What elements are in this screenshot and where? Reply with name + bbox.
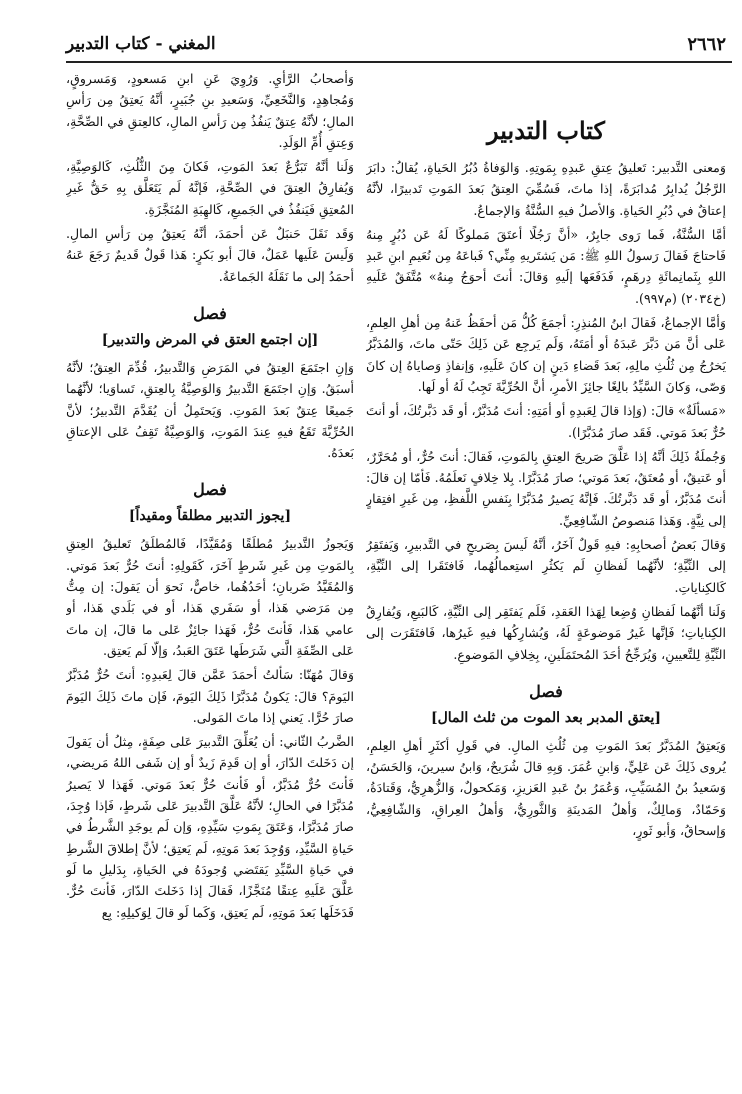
paragraph: وَمعنى التَّدبير: تَعليقُ عِتقِ عَبدِهِ بِمَوتِهِ. وَالوَفاةُ دُبُرُ الحَياةِ، يُقالُ: دابَرَ الرَّجُلُ يُدابِرُ مُدابَرَةً، إذا ماتَ، فَسُمِّيَ العِتقُ بَعدَ المَوتِ تَدبيرًا، لأنَّهُ إعتاقٌ في دُبُرِ الحَياةِ. وَالأصلُ فيهِ السُّنَّةُ وَالإجماعُ.: [366, 160, 726, 218]
right-column: [366, 68, 726, 1094]
paragraph: وَقَد نَقَلَ حَنبَلٌ عَن أحمَدَ، أنَّهُ يَعتِقُ مِن رَأسِ المالِ. وَلَيسَ عَلَيها عَمَلٌ، قالَ أبو بَكرٍ: هَذا قَولٌ قَديمٌ رَجَعَ عَنهُ أحمَدُ إلى ما نَقَلَهُ الجَماعَةُ.: [66, 226, 354, 284]
paragraph: وَيَجوزُ التَّدبيرُ مُطلَقًا وَمُقَيَّدًا، فَالمُطلَقُ تَعليقُ العِتقِ بِالمَوتِ مِن غَيرِ شَرطٍ آخَرَ، كَقَولِهِ: أنتَ حُرٌّ بَعدَ مَوتي. وَالمُقَيَّدُ ضَربانِ؛ أحَدُهُما، خاصٌّ، نَحوَ أن يَقولَ: إن مِتُّ مِن مَرَضي هَذا، أو سَفَري هَذا، أو في بَلَدي هَذا، أو عامي هَذا، فَأنتَ حُرٌّ، فَهَذا جائِزٌ عَلى ما قالَ، إن ماتَ عَلى الصِّفَةِ الَّتي شَرَطَها عَتَقَ العَبدُ، وَإلّا لَم يَعتِق.: [66, 536, 354, 658]
paragraph: وَلَنا أنَّهُ تَبَرُّعٌ بَعدَ المَوتِ، فَكانَ مِنَ الثُّلُثِ، كَالوَصِيَّةِ، وَيُفارِقُ العِتقَ في الصِّحَّةِ، فَإنَّهُ لَم يَتَعَلَّق بِهِ حَقُّ غَيرِ المُعتِقِ فَيَنفُذُ في الجَميعِ، كَالهِبَةِ المُنَجَّزَةِ.: [66, 159, 354, 217]
left-column: [66, 68, 354, 1094]
paragraph: وَيَعتِقُ المُدَبَّرُ بَعدَ المَوتِ مِن ثُلُثِ المالِ. في قَولِ أكثَرِ أهلِ العِلمِ، يُروى ذَلِكَ عَن عَلِيٍّ، وَابنِ عُمَرَ. وَبِهِ قالَ شُرَيحٌ، وَابنُ سيرينَ، وَالحَسَنُ، وَسَعيدُ بنُ المُسَيِّبِ، وَعُمَرُ بنُ عَبدِ العَزيزِ، وَمَكحولٌ، وَالزُّهرِيُّ، وَقَتادَةُ، وَحَمّادٌ، وَمالِكٌ، وَأهلُ المَدينَةِ وَالثَّورِيُّ، وَأهلُ العِراقِ، وَالشّافِعِيُّ، وَإسحاقُ، وَأبو ثَورٍ،: [366, 737, 726, 839]
paragraph: «مَسألَةٌ» قالَ: (وَإذا قالَ لِعَبدِهِ أو أمَتِهِ: أنتَ مُدَبَّرٌ، أو قَد دَبَّرتُكَ، أو أنتَ حُرٌّ بَعدَ مَوتي. فَقَد صارَ مُدَبَّرًا).: [366, 403, 726, 440]
paragraph: الضَّربُ الثّاني: أن يُعَلِّقَ التَّدبيرَ عَلى صِفَةٍ، مِثلُ أن يَقولَ إن دَخَلتَ الدّارَ، أو إن قَدِمَ زَيدٌ أو إن شَفى اللهُ مَريضي، فَأنتَ حُرٌّ مُدَبَّرٌ، أو فَأنتَ حُرٌّ بَعدَ مَوتي. فَهَذا لا يَصيرُ مُدَبَّرًا في الحالِ؛ لأنَّهُ عَلَّقَ التَّدبيرَ عَلى شَرطٍ، فَإذا وُجِدَ، صارَ مُدَبَّرًا، وَعَتَقَ بِمَوتِ سَيِّدِهِ، وَإن لَم يوجَدِ الشَّرطُ في حَياةِ السَّيِّدِ، وَوُجِدَ بَعدَ مَوتِهِ، لَم يَعتِق؛ لأنَّ إطلاقَ الشَّرطِ في حَياةِ السَّيِّدِ يَقتَضي وُجودَهُ في الحَياةِ، بِدَليلِ ما لَو عَلَّقَ عَلَيهِ عِتقًا مُنَجَّزًا، فَقالَ إذا دَخَلتَ الدّارَ، فَأنتَ حُرٌّ. فَدَخَلَها بَعدَ مَوتِهِ، لَم يَعتِق، وَكَما لَو قالَ لِوَكيلِهِ: بِع: [66, 734, 354, 920]
section-label: فصل: [193, 303, 227, 323]
paragraph: وَإنِ اجتَمَعَ العِتقُ في المَرَضِ وَالتَّدبيرُ، قُدِّمَ العِتقُ؛ لأنَّهُ أسبَقُ. وَإنِ اجتَمَعَ التَّدبيرُ وَالوَصِيَّةُ بِالعِتقِ، تَساوَيا؛ لأنَّهُما جَميعًا عِتقٌ بَعدَ المَوتِ. وَيَحتَمِلُ أن يُقَدَّمَ التَّدبيرُ؛ لأنَّ الحُرِّيَّةَ تَقَعُ فيهِ عِندَ المَوتِ، وَالوَصِيَّةُ تَقِفُ عَلى الإعتاقِ بَعدَهُ.: [66, 359, 354, 461]
paragraph: وَلَنا أنَّهُما لَفظانِ وُضِعا لِهَذا العَقدِ، فَلَم يَفتَقِر إلى النِّيَّةِ، كَالبَيعِ، وَيُفارِقُ الكِناياتِ؛ فَإنَّها غَيرُ مَوضوعَةٍ لَهُ، وَيُشارِكُها فيهِ غَيرُها، فَافتَقَرَت إلى النِّيَّةِ لِلتَّعيينِ، وَيُرَجِّحُ أحَدَ المُحتَمَلَينِ، بِخِلافِ المَوضوعِ.: [366, 603, 726, 662]
page-header: [66, 34, 730, 58]
paragraph: وَقالَ بَعضُ أصحابِهِ: فيهِ قَولٌ آخَرُ، أنَّهُ لَيسَ بِصَريحٍ في التَّدبيرِ، وَيَفتَقِرُ إلى النِّيَّةِ؛ لأنَّهُما لَفظانِ لَم يَكثُرِ استِعمالُهُما، فَافتَقَرا إلى النِّيَّةِ، كَالكِناياتِ.: [366, 537, 726, 595]
header-rule: [66, 61, 732, 63]
paragraph: وَأصحابُ الرَّأيِ. وَرُوِيَ عَنِ ابنِ مَسعودٍ، وَمَسروقٍ، وَمُجاهِدٍ، وَالنَّخَعِيِّ، وَسَعيدِ بنِ جُبَيرٍ، أنَّهُ يَعتِقُ مِن رَأسِ المالِ؛ لأنَّهُ عِتقٌ يَنفُذُ مِن رَأسِ المالِ، كالعِتقِ في الصِّحَّةِ، وَعِتقِ أُمِّ الوَلَدِ.: [66, 71, 354, 150]
section-title: [إن اجتمع العتق في المرض والتدبير]: [101, 331, 319, 348]
paragraph: وَأمَّا الإجماعُ، فَقالَ ابنُ المُنذِرِ: أجمَعَ كُلُّ مَن أحفَظُ عَنهُ مِن أهلِ العِلمِ، عَلى أنَّ مَن دَبَّرَ عَبدَهُ أو أمَتَهُ، وَلَم يَرجِع عَن ذَلِكَ حَتّى ماتَ، وَالمُدَبَّرُ يَخرُجُ مِن ثُلُثِ مالِهِ، بَعدَ قَضاءِ دَينٍ إن كانَ عَلَيهِ، وَإنفاذِ وَصاياهُ إن كانَ وَصّى، وَكانَ السَّيِّدُ بالِغًا جائِزَ الأمرِ، أنَّ الحُرِّيَّةَ تَجِبُ لَهُ أو لَها.: [366, 315, 726, 394]
running-title: المغني - كتاب التدبير: [66, 34, 216, 54]
section-title: [يعتق المدبر بعد الموت من ثلث المال]: [430, 709, 662, 726]
section-label: فصل: [529, 681, 563, 701]
section-title: [يجوز التدبير مطلقاً ومقيداً]: [128, 508, 292, 525]
paragraph: وَقالَ مُهَنّا: سَألتُ أحمَدَ عَمَّن قالَ لِعَبدِهِ: أنتَ حُرٌّ مُدَبَّرٌ اليَومَ؟ قالَ: يَكونُ مُدَبَّرًا ذَلِكَ اليَومَ، فَإن ماتَ ذَلِكَ اليَومَ صارَ حُرًّا. يَعني إذا ماتَ المَولى.: [66, 667, 354, 725]
page-number: ٢٦٦٢: [687, 34, 726, 55]
section-label: فصل: [193, 480, 227, 500]
paragraph: أمَّا السُّنَّةُ، فَما رَوى جابِرٌ، «أنَّ رَجُلًا أعتَقَ مَملوكًا لَهُ عَن دُبُرٍ مِنهُ فَاحتاجَ فَقالَ رَسولُ اللهِ ﷺ: مَن يَشتَريهِ مِنِّي؟ فَباعَهُ مِن نُعَيمِ ابنِ عَبدِ اللهِ بِثَمانِمائَةِ دِرهَمٍ، فَدَفَعَها إلَيهِ وَقالَ: أنتَ أحوَجُ مِنهُ» مُتَّفَقٌ عَلَيهِ (خ٢٠٣٤) (م٩٩٧).: [366, 226, 726, 306]
chapter-title: كتاب التدبير: [487, 116, 605, 145]
paragraph: وَجُملَةُ ذَلِكَ أنَّهُ إذا عَلَّقَ صَريحَ العِتقِ بِالمَوتِ، فَقالَ: أنتَ حُرٌّ، أو مُحَرَّرٌ، أو عَتيقٌ، أو مُعتَقٌ، بَعدَ مَوتي؛ صارَ مُدَبَّرًا. بِلا خِلافٍ نَعلَمُهُ. فَأمّا إن قالَ: أنتَ مُدَبَّرٌ، أو قَد دَبَّرتُكَ. فَإنَّهُ يَصيرُ مُدَبَّرًا بِنَفسِ اللَّفظِ، مِن غَيرِ افتِقارٍ إلى نِيَّةٍ. وَهَذا مَنصوصُ الشّافِعِيِّ.: [366, 448, 726, 528]
